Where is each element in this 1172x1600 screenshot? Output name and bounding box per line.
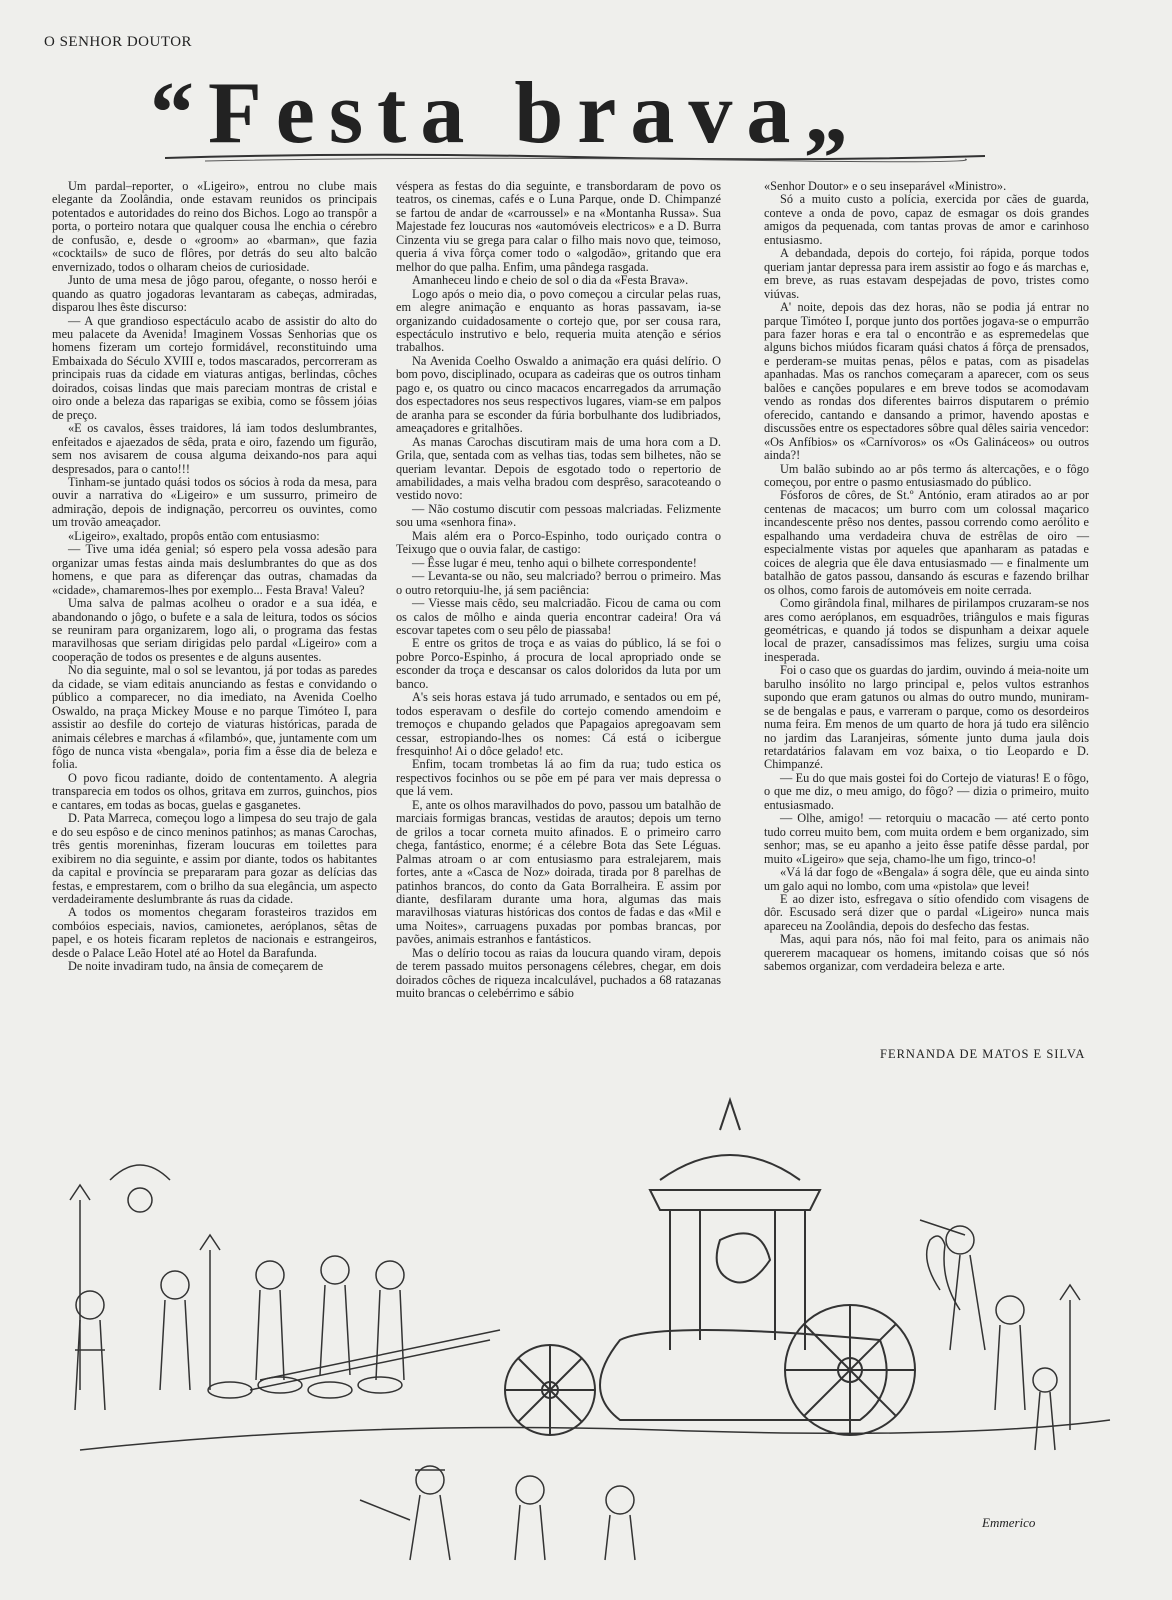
paragraph: A debandada, depois do cortejo, foi rápida, porque todos queriam jantar depressa para irem assistir ao fogo e ás marchas e, em breve, as ruas estavam despejadas de povo, tristes como viúvas.: [764, 246, 1089, 301]
animal-crowd-drawing: [70, 1165, 404, 1410]
paragraph: Logo após o meio dia, o povo começou a circular pelas ruas, em alegre animação e enquanto as horas passavam, ia-se organizando cuidadosamente o cortejo que, por ser cousa rara, espectáculo instrutivo e belo, requeria muita atenção e sérios trabalhos.: [396, 286, 721, 355]
paragraph: — Olhe, amigo! — retorquiu o macacão — até certo ponto tudo correu muito bem, com muita ordem e bem organizado, sim senhor; mas, se eu apanho a jeito êsse patife dêsse pardal, por muito «Ligeiro» que seja, chamo-lhe um figo, trinco-o!: [764, 811, 1089, 866]
paragraph: E entre os gritos de troça e as vaias do público, lá se foi o pobre Porco-Espinho, á procura de local apropriado onde se esconder da troça e descansar os calos doloridos da luta por um banco.: [396, 636, 721, 691]
paragraph: A's seis horas estava já tudo arrumado, e sentados ou em pé, todos esperavam o desfile do cortejo comendo amendoim e tremoços e chupando gelados que Papagaios apregoavam sem cessar, estropiando-lhes os nomes: Cá está o icibergue fresquinho! Ai o dôce gelado! etc.: [396, 690, 721, 759]
article-column-3: [764, 180, 1089, 974]
parade-illustration: [60, 1090, 1120, 1580]
paragraph: Um pardal–reporter, o «Ligeiro», entrou no clube mais elegante da Zoolândia, onde estavam reunidos os principais potentados e autoridades do reino dos Bichos. Logo ao transpôr a porta, o porteiro notara que qualquer cousa lhe enchia o cérebro de confusão, e, desde o «groom» ao «barman», que fazia «cocktails» de suco de flôres, por detrás do seu alto balcão envernizado, todos o olharam cheios de curiosidade.: [52, 179, 377, 274]
paragraph: Como girândola final, milhares de pirilampos cruzaram-se nos ares como aeróplanos, em esquadrões, triângulos e mais figuras geométricas, e quando já todos se dispunham a deixar aquele local de prazer, cansadíssimos mas felizes, surgiu uma coisa inesperada.: [764, 596, 1089, 664]
paragraph: No dia seguinte, mal o sol se levantou, já por todas as paredes da cidade, se viam editais anunciando as festas e convidando o público a comparecer, no dia imediato, na Avenida Coelho Oswaldo, na praça Mickey Mouse e no parque Timóteo I, para assistir ao desfile do cortejo de viaturas históricas, parada de animais célebres e marchas á «filambó», que, juntamente com um fôgo de nunca vista «bengala», poria fim a êsse dia de beleza e folia.: [52, 663, 377, 772]
rats-drawing: [208, 1330, 500, 1398]
article-column-1: [52, 180, 377, 974]
paragraph: — Viesse mais cêdo, seu malcriadão. Ficou de cama ou com os calos de môlho e ainda queria encontrar cadeira! Ora vá escovar tapetes com o seu pêlo de piassaba!: [396, 596, 721, 637]
paragraph: De noite invadiram tudo, na ânsia de começarem de: [68, 959, 324, 974]
paragraph: Mas o delírio tocou as raias da loucura quando viram, depois de terem passado muitos personagens célebres, chegar, em dois doirados côches de riqueza incalculável, puchados a 68 ratazanas muito brancas o celebérrimo e sábio: [396, 945, 721, 1001]
paragraph: Junto de uma mesa de jôgo parou, ofegante, o nosso herói e quando as quatro jogadoras levantaram as cabeças, admiradas, disparou lhes êste discurso:: [52, 273, 377, 315]
author-signature: FERNANDA DE MATOS E SILVA: [880, 1047, 1086, 1061]
paragraph: Um balão subindo ao ar pôs termo ás altercações, e o fôgo começou, por entre o pasmo entusiasmado do público.: [764, 461, 1089, 489]
paragraph: Fósforos de côres, de St.º António, eram atirados ao ar por centenas de macacos; um burro com um colossal maçarico incandescente prêso nos dentes, passou correndo como aerólito e espalhando uma verdadeira chuva de estrêlas de oiro — especialmente vistas por aqueles que apanharam as patadas e coices de alegria que êle dava entusiasmado — e finalmente um batalhão de gatos passou, dansando ás escuras e fazendo brilhar os olhos, como farois de automóveis em noite cerrada.: [764, 488, 1089, 597]
paragraph: A' noite, depois das dez horas, não se podia já entrar no parque Timóteo I, porque junto dos portões jogava-se o empurrão para fazer horas e era tal o encontrão e as espremedelas que alguns bichos miúdos ficaram quási chatos á fôrça de prensados, e perderam-se muitas penas, pêlos e patas, com as pisadelas apanhadas. Mas os ranchos começaram a aparecer, com os seus balões e canções populares e em breve todos se acomodavam vendo as rondas dos diferentes bairros disputarem o prémio oferecido, cantando e dansando a primor, havendo apostas e discussões entre os espectadores sôbre qual dêles sairia vencedor: «Os Anfíbios» os «Carnívoros» os «Os Galináceos» ou outros ainda?!: [764, 300, 1089, 463]
police-dog-drawing: [360, 1466, 635, 1560]
paragraph: D. Pata Marreca, começou logo a limpesa do seu trajo de gala e do seu espôso e de cinco meninos patinhos; as manas Carochas, três gentis moreninhas, fizeram loucuras em toilettes para exibirem no dia seguinte, e assim por diante, todos os habitantes da capital e província se prepararam para gozar as delícias das festas, e emprestarem, com o brilho da sua elegância, um aspecto verdadeiramente deslumbrante ás ruas da cidade.: [52, 811, 377, 907]
paragraph: «E os cavalos, êsses traidores, lá iam todos deslumbrantes, enfeitados e ajaezados de sêda, prata e oiro, fazendo um figurão, sem nos avisarem de cousa alguma deixando-nos para aqui despresados, para o canto!!!: [52, 421, 377, 476]
paragraph: — Êsse lugar é meu, tenho aqui o bilhete correspondente!: [412, 555, 697, 570]
paragraph: O povo ficou radiante, doido de contentamento. A alegria transparecia em todos os olhos, gritava em zurros, guinchos, pios e cantares, em todas as bocas, guelas e gasganetes.: [52, 770, 377, 812]
paragraph: Tinham-se juntado quási todos os sócios à roda da mesa, para ouvir a narrativa do «Ligeiro» e um sussurro, primeiro de admiração, depois de indignação, percorreu os ouvintes, como um trovão ameaçador.: [52, 474, 377, 530]
paragraph: — A que grandioso espectáculo acabo de assistir do alto do meu palacete da Avenida! Imaginem Vossas Senhorias que os homens fizeram um cortejo formidável, reconstituindo uma Embaixada do Século XVIII e, todos mascarados, percorreram as principais ruas da cidade em viaturas antigas, berlindas, côches doirados, coisas lindas que mais pareciam montras de cristal e oiro onde a beleza das raparigas se exibia, como se fôssem jóias de preço.: [52, 313, 377, 422]
paragraph: Uma salva de palmas acolheu o orador e a sua idéa, e abandonando o jôgo, o bufete e a sala de leitura, todos os sócios se reuniram para organizarem, logo ali, o programa das festas maravilhosas que seriam dirigidas pelo pardal «Ligeiro» com a cooperação de todos os presentes e de alguns ausentes.: [52, 596, 377, 664]
paragraph: — Tive uma idéa genial; só espero pela vossa adesão para organizar umas festas ainda mais deslumbrantes do que as dos homens, e que para as diferençar das outras, chamadas da «cidade», chamaremos-lhes por exemplo... Festa Brava! Valeu?: [52, 542, 377, 597]
paragraph: «Vá lá dar fogo de «Bengala» á sogra dêle, que eu ainda sinto um galo aqui no lombo, com uma «pistola» que levei!: [764, 865, 1089, 893]
paragraph: «Senhor Doutor» e o seu inseparável «Ministro».: [764, 179, 1007, 193]
paragraph: Mais além era o Porco-Espinho, todo ouriçado contra o Teixugo que o ouvia falar, de castigo:: [396, 528, 721, 557]
paragraph: E, ante os olhos maravilhados do povo, passou um batalhão de marciais formigas brancas, vestidas de arautos; depois um terno de grilos a tocar corneta muito afinados. E o primeiro carro chega, fantástico, enorme; é a célebre Bota das Sete Léguas. Palmas atroam o ar com entusiasmo para estralejarem, mais fortes, ante a «Casca de Noz» doirada, tirada por 8 parelhas de patinhos brancos, do conto da Gata Borralheira. E assim por diante, desfilaram durante uma hora, algumas das mais maravilhosas viaturas históricas dos contos de fadas e das «Mil e uma Noites», carruagens puxadas por pombas brancas, por pavões, animais estranhos e fantásticos.: [396, 797, 721, 947]
paragraph: Mas, aqui para nós, não foi mal feito, para os animais não quererem macaquear os homens, imitando coisas que só nós sabemos organizar, com verdadeira beleza e arte.: [764, 932, 1089, 974]
paragraph: — Eu do que mais gostei foi do Cortejo de viaturas! E o fôgo, o que me diz, o meu amigo, do fôgo? — dizia o primeiro, muito entusiasmado.: [764, 770, 1089, 812]
article-title: “Festa brava„: [150, 65, 863, 162]
paragraph: As manas Carochas discutiram mais de uma hora com a D. Grila, que, sentada com as velhas tias, todas sem bilhetes, não se queriam levantar. Depois de esgotado todo o repertorio de amabilidades, a mais velha bradou com desprêso, saracoteando o vestido novo:: [396, 434, 721, 503]
paragraph: véspera as festas do dia seguinte, e transbordaram de povo os teatros, os cinemas, cafés e o Luna Parque, onde D. Chimpanzé se fartou de andar de «carroussel» e na «Montanha Russa». Sua Majestade fez loucuras nos «automóveis electricos» e a D. Burra Cinzenta viu se grega para calar o filho mais novo que, teimoso, queria á viva fôrça comer todo o «algodão», gritando que era melhor do que palha. Enfim, uma pândega rasgada.: [396, 179, 721, 274]
paragraph: Foi o caso que os guardas do jardim, ouvindo á meia-noite um barulho insólito no largo principal e, pelos vultos estranhos supondo que eram gatunos ou almas do outro mundo, muniram-se de bengalas e paus, e varreram o parque, como os desordeiros numa feira. Em menos de um quarto de hora já tudo era silêncio no jardim das Laranjeiras, sómente junto duma jaula dois retardatários falavam em voz baixa, o tio Leopardo e D. Chimpanzé.: [764, 663, 1089, 772]
publication-header: O SENHOR DOUTOR: [44, 34, 193, 50]
article-column-2: [396, 180, 721, 1001]
coach-wheels: [505, 1305, 915, 1435]
paragraph: Na Avenida Coelho Oswaldo a animação era quási delírio. O bom povo, disciplinado, ocupara as cadeiras que os outros tinham pago e, os quatro ou cinco macacos encarregados da arrumação dos espectadores nos seus respectivos lugares, viam-se em palpos de aranha para se esconder da fúria borbulhante dos ludibriados, ameaçadores e gritalhões.: [396, 353, 721, 436]
title-underline: [165, 150, 985, 164]
illustrator-signature: Emmerico: [982, 1515, 1036, 1530]
paragraph: E ao dizer isto, esfregava o sítio ofendido com visagens de dôr. Escusado será dizer que o pardal «Ligeiro» nunca mais apareceu na Zoolândia, depois do desfecho das festas.: [764, 892, 1089, 933]
paragraph: Amanheceu lindo e cheio de sol o dia da «Festa Brava».: [412, 273, 689, 288]
paragraph: «Ligeiro», exaltado, propôs então com entusiasmo:: [68, 528, 320, 543]
paragraph: Só a muito custo a polícia, exercida por cães de guarda, conteve a onda de povo, capaz de esmagar os dois grandes amigos da pequenada, com tantas provas de amor e carinhoso entusiasmo.: [764, 192, 1089, 247]
paragraph: — Não costumo discutir com pessoas malcriadas. Felizmente sou uma «senhora fina».: [396, 501, 721, 530]
coach-drawing: [600, 1100, 887, 1420]
paragraph: — Levanta-se ou não, seu malcriado? berrou o primeiro. Mas o outro retorquiu-lhe, já sem paciência:: [396, 569, 721, 597]
paragraph: A todos os momentos chegaram forasteiros trazidos em combóios especiais, navios, camionetes, aeróplanos, sêtas de papel, e os hoteis ficaram repletos de nacionais e estrangeiros, desde o Palace Leão Hotel até ao Hotel da Barafunda.: [52, 905, 377, 960]
paragraph: Enfim, tocam trombetas lá ao fim da rua; tudo estica os respectivos focinhos ou se põe em pé para ver mais depressa o que lá vem.: [396, 757, 721, 799]
